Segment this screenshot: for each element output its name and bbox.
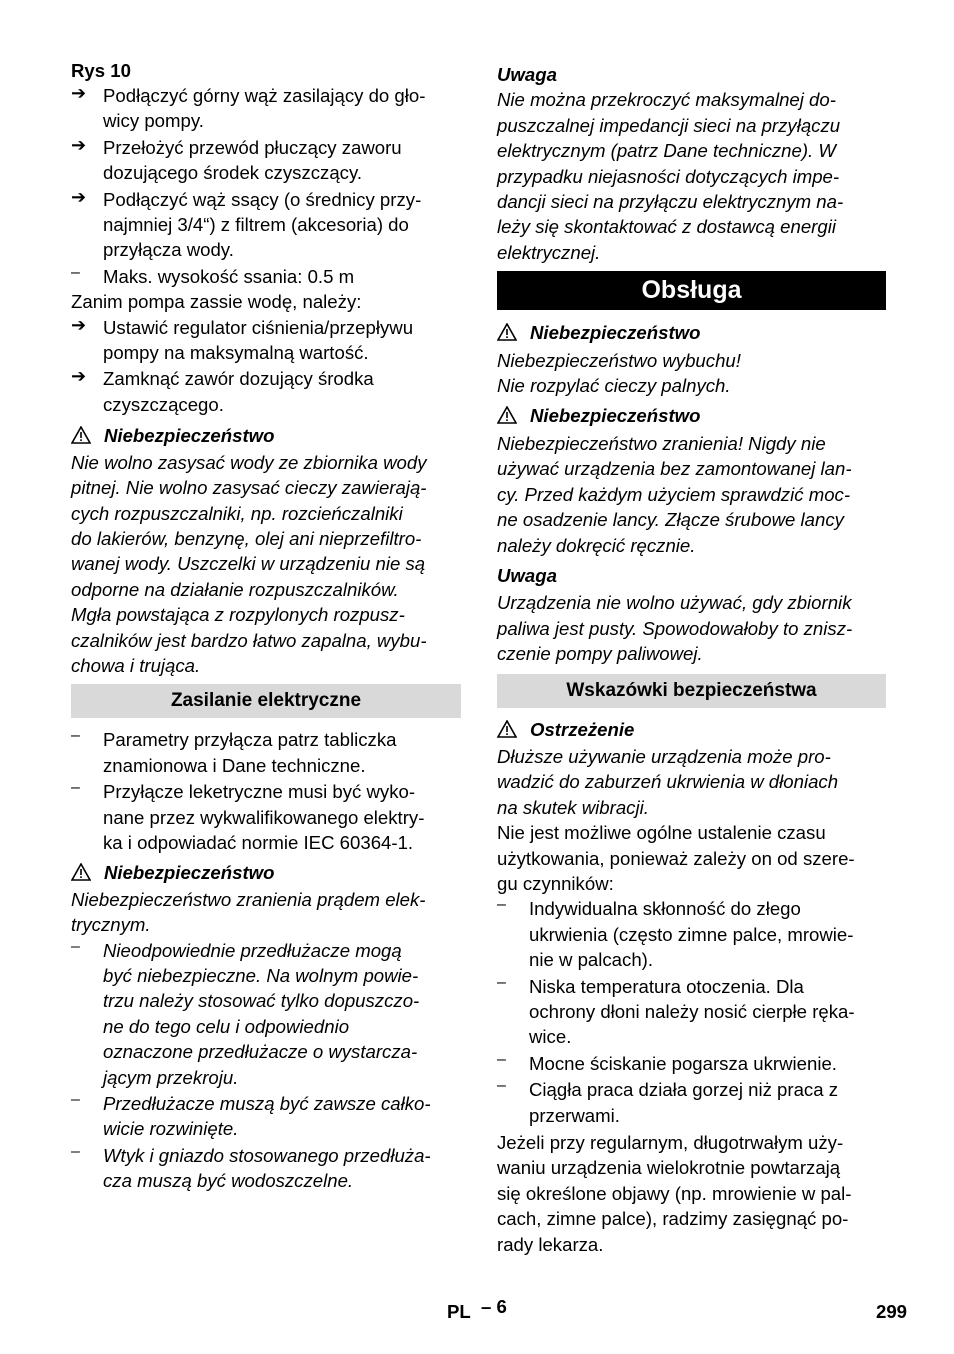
note-heading: Uwaga bbox=[497, 564, 557, 586]
warning-triangle-icon bbox=[497, 406, 517, 424]
danger-heading: Niebezpieczeństwo bbox=[71, 423, 461, 448]
danger-heading: Niebezpieczeństwo bbox=[497, 403, 886, 428]
danger-text: Niebezpieczeństwo zranienia prądem elek- trycznym. bbox=[71, 888, 426, 936]
danger-heading: Niebezpieczeństwo bbox=[71, 860, 461, 885]
warning-triangle-icon bbox=[71, 426, 91, 444]
warning-triangle-icon bbox=[71, 863, 91, 881]
danger-heading: Niebezpieczeństwo bbox=[497, 320, 886, 345]
body-text: Nie jest możliwe ogólne ustalenie czasu użytkowania, ponieważ zależy on od szere- gu czynników: bbox=[497, 822, 855, 894]
note-text: Nie można przekroczyć maksymalnej do- puszczalnej impedancji sieci na przyłączu elektrycznym (patrz Dane techniczne). W przypadku niejasności dotyczących impe- dancji sieci na przyłączu elektrycznym na- leży się skontaktować z dostawcą energii elektrycznej. bbox=[497, 89, 844, 263]
step-close-valve: ➔ Zamknąć zawór dozujący środka czyszczącego. bbox=[71, 366, 374, 415]
footer-language: PL bbox=[447, 1301, 471, 1322]
dash-item: – Maks. wysokość ssania: 0.5 m bbox=[71, 263, 355, 287]
arrow-right-icon: ➔ bbox=[71, 186, 87, 207]
arrow-right-icon: ➔ bbox=[71, 134, 87, 155]
footer-page-number: 299 bbox=[876, 1301, 908, 1322]
danger-text: Nie wolno zasysać wody ze zbiornika wody pitnej. Nie wolno zasysać cieczy zawierają- cych rozpuszczalniki, np. rozcieńczalniki do lakierów, benzynę, olej ani nieprzefiltro- wanej wody. Uszczelki w urządzeniu nie są odporne na działanie rozpuszczalników. Mgła powstająca z rozpylonych rozpusz- czalników jest bardzo łatwo zapalna, wybu- chowa i trująca. bbox=[71, 451, 427, 676]
danger-text: Niebezpieczeństwo wybuchu! Nie rozpylać cieczy palnych. bbox=[497, 349, 741, 397]
dash-item: – Niska temperatura otoczenia. Dla ochrony dłoni należy nosić cierpłe ręka- wice. bbox=[497, 973, 855, 1048]
section-heading-safety: Wskazówki bezpieczeństwa bbox=[497, 674, 886, 708]
arrow-right-icon: ➔ bbox=[71, 83, 87, 103]
footer-local-page: – 6 bbox=[481, 1296, 507, 1317]
dash-bullet: – bbox=[497, 896, 506, 914]
warning-triangle-icon bbox=[497, 323, 517, 341]
warning-text: Dłuższe używanie urządzenia może pro- wadzić do zaburzeń ukrwienia w dłoniach na skutek wibracji. bbox=[497, 745, 839, 818]
dash-item: – Przyłącze leketryczne musi być wyko- nane przez wykwalifikowanego elektry- ka i odpowiadać normie IEC 60364-1. bbox=[71, 779, 425, 853]
figure-ref: Rys 10 bbox=[71, 60, 131, 81]
arrow-right-icon: ➔ bbox=[71, 314, 87, 335]
dash-bullet: – bbox=[497, 1050, 506, 1068]
dash-bullet: – bbox=[71, 1091, 80, 1109]
dash-item: – Parametry przyłącza patrz tabliczka znamionowa i Dane techniczne. bbox=[71, 727, 397, 776]
dash-bullet: – bbox=[71, 263, 80, 281]
dash-item: – Indywidualna skłonność do złego ukrwienia (często zimne palce, mrowie- nie w palcach). bbox=[497, 896, 854, 971]
danger-text: Niebezpieczeństwo zranienia! Nigdy nie używać urządzenia bez zamontowanej lan- cy. Przed każdym użyciem sprawdzić moc- ne osadzenie lancy. Złącze śrubowe lancy należy dokręcić ręcznie. bbox=[497, 432, 852, 556]
warning-triangle-icon bbox=[497, 720, 517, 738]
dash-bullet: – bbox=[497, 1077, 506, 1095]
dash-bullet: – bbox=[71, 727, 80, 745]
step-set-regulator: ➔ Ustawić regulator ciśnienia/przepływu pompy na maksymalną wartość. bbox=[71, 314, 414, 364]
step-flush-line: ➔ Przełożyć przewód płuczący zaworu dozującego środek czyszczący. bbox=[71, 134, 402, 184]
body-text: Jeżeli przy regularnym, długotrwałym uży- waniu urządzenia wielokrotnie powtarzają się określone objawy (np. mrowienie w pal- cach, zimne palce), radzimy zasięgnąć po- rady lekarza. bbox=[497, 1132, 852, 1255]
intro-text: Zanim pompa zassie wodę, należy: bbox=[71, 291, 362, 313]
dash-item: – Mocne ściskanie pogarsza ukrwienie. bbox=[497, 1050, 837, 1074]
dash-bullet: – bbox=[71, 937, 80, 955]
dash-item: – Ciągła praca działa gorzej niż praca z przerwami. bbox=[497, 1077, 839, 1126]
dash-bullet: – bbox=[497, 973, 506, 991]
dash-item: – Wtyk i gniazdo stosowanego przedłuża- cza muszą być wodoszczelne. bbox=[71, 1142, 431, 1192]
dash-item: – Nieodpowiednie przedłużacze mogą być niebezpieczne. Na wolnym powie- trzu należy stosować tylko dopuszczo- ne do tego celu i odpowiednio oznaczone przedłużacze o wystarcza- jącym przekroju. bbox=[71, 937, 420, 1088]
note-heading: Uwaga bbox=[497, 64, 557, 85]
warning-heading: Ostrzeżenie bbox=[497, 717, 886, 742]
left-column bbox=[71, 58, 461, 1194]
step-suction-hose: ➔ Podłączyć wąż ssący (o średnicy przy- najmniej 3/4“) z filtrem (akcesoria) do przyłącza wody. bbox=[71, 186, 422, 261]
section-heading-electric: Zasilanie elektryczne bbox=[71, 684, 461, 718]
dash-bullet: – bbox=[71, 779, 80, 797]
arrow-right-icon: ➔ bbox=[71, 366, 87, 387]
note-text: Urządzenia nie wolno używać, gdy zbiornik paliwa jest pusty. Spowodowałoby to znisz- czenie pompy paliwowej. bbox=[497, 592, 853, 665]
step-connect-hose: ➔ Podłączyć górny wąż zasilający do gło- wicy pompy. bbox=[71, 83, 426, 132]
chapter-heading: Obsługa bbox=[497, 271, 886, 310]
right-column bbox=[497, 62, 886, 1257]
dash-item: – Przedłużacze muszą być zawsze całko- wicie rozwinięte. bbox=[71, 1091, 431, 1140]
dash-bullet: – bbox=[71, 1142, 80, 1160]
